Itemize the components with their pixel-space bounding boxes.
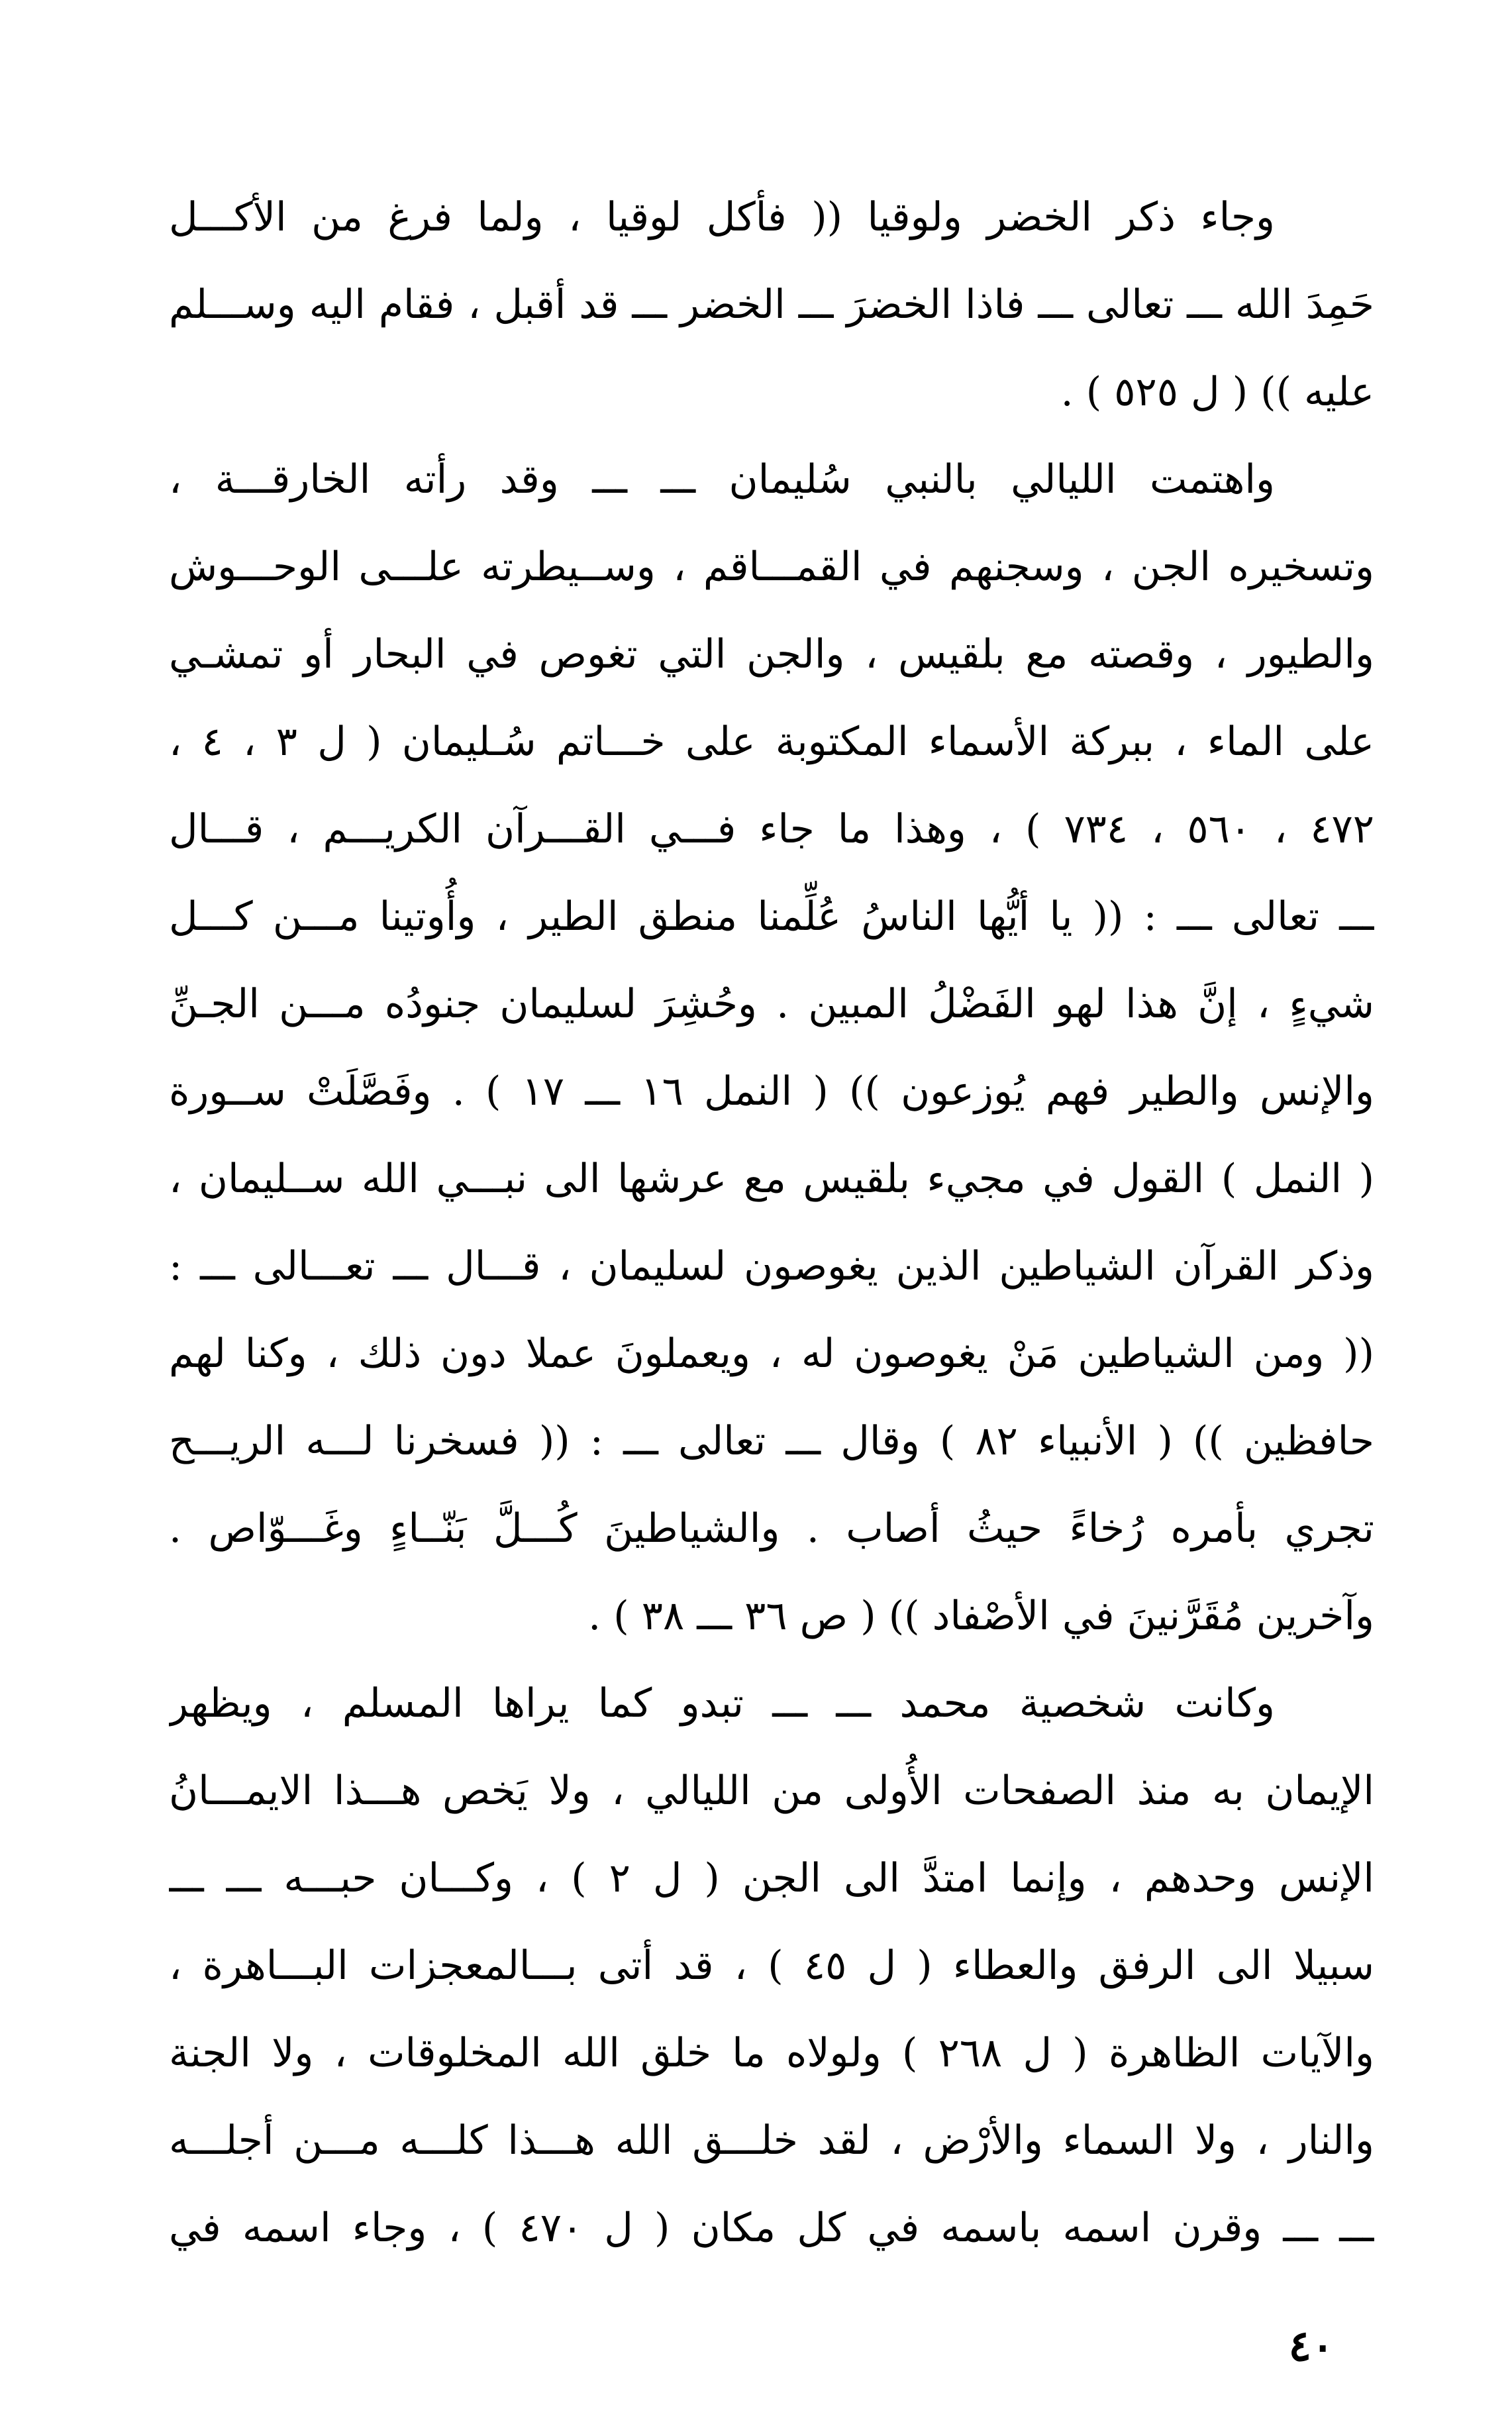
text-line: وتسخيره الجن ، وسجنهم في القمـــاقم ، وســيطرته علـــى الوحـــوش bbox=[169, 544, 1374, 590]
text-line: على الماء ، ببركة الأسماء المكتوبة على خـــاتم سُـليمان ( ل ٣ ، ٤ ، bbox=[169, 719, 1374, 765]
text-line: ( النمل ) القول في مجيء بلقيس مع عرشها الى نبـــي الله ســليمان ، bbox=[169, 1156, 1374, 1202]
text-line: حافظين )) ( الأنبياء ٨٢ ) وقال ـــ تعالى ـــ : (( فسخرنا لـــه الريـــح bbox=[169, 1418, 1374, 1464]
text-line: والنار ، ولا السماء والأرْض ، لقد خلـــق الله هـــذا كلـــه مـــن أجلـــه bbox=[169, 2117, 1374, 2164]
text-line: والإنس والطير فهم يُوزعون )) ( النمل ١٦ ـــ ١٧ ) . وفَصَّلَتْ ســورة bbox=[169, 1068, 1374, 1115]
text-line: الإنس وحدهم ، وإنما امتدَّ الى الجن ( ل ٢ ) ، وكـــان حبـــه ـــ ـــ bbox=[169, 1855, 1374, 1901]
text-line: تجري بأمره رُخاءً حيثُ أصاب . والشياطينَ كُـــلَّ بَنّــاءٍ وغَـــوّاص . bbox=[169, 1505, 1374, 1552]
text-line: ـــ ـــ وقرن اسمه باسمه في كل مكان ( ل ٤٧٠ ) ، وجاء اسمه في bbox=[169, 2205, 1374, 2251]
text-line: عليه )) ( ل ٥٢٥ ) . bbox=[1060, 369, 1374, 415]
text-line: الإيمان به منذ الصفحات الأُولى من الليالي ، ولا يَخص هـــذا الايمـــانُ bbox=[169, 1768, 1374, 1814]
text-line: وكانت شخصية محمد ـــ ـــ تبدو كما يراها المسلم ، ويظهر bbox=[169, 1680, 1275, 1727]
text-line: وذكر القرآن الشياطين الذين يغوصون لسليمان ، قـــال ـــ تعـــالى ـــ : bbox=[169, 1243, 1374, 1290]
text-line: سبيلا الى الرفق والعطاء ( ل ٤٥ ) ، قد أتى بـــالمعجزات البـــاهرة ، bbox=[169, 1943, 1374, 1989]
text-line: حَمِدَ الله ـــ تعالى ـــ فاذا الخضرَ ـــ الخضر ـــ قد أقبل ، فقام اليه وســـلم bbox=[169, 281, 1374, 328]
text-line: وآخرين مُقَرَّنينَ في الأصْفاد )) ( ص ٣٦ ـــ ٣٨ ) . bbox=[588, 1593, 1374, 1639]
text-line: وجاء ذكر الخضر ولوقيا (( فأكل لوقيا ، ولما فرغ من الأكـــل bbox=[169, 194, 1275, 240]
text-line: ـــ تعالى ـــ : (( يا أيُّها الناسُ عُلِّمنا منطق الطير ، وأُوتينا مـــن كـــل bbox=[169, 893, 1374, 940]
text-line: شيءٍ ، إنَّ هذا لهو الفَضْلُ المبين . وحُشِرَ لسليمان جنودُه مـــن الجـنِّ bbox=[169, 981, 1374, 1027]
body-text bbox=[169, 174, 1374, 2272]
text-line: واهتمت الليالي بالنبي سُليمان ـــ ـــ وقد رأته الخارقـــة ، bbox=[169, 456, 1275, 503]
page-number: ٤٠ bbox=[1288, 2321, 1335, 2371]
text-line: (( ومن الشياطين مَنْ يغوصون له ، ويعملونَ عملا دون ذلك ، وكنا لهم bbox=[169, 1331, 1374, 1377]
text-line: والطيور ، وقصته مع بلقيس ، والجن التي تغوص في البحار أو تمشـي bbox=[169, 631, 1374, 678]
text-line: ٤٧٢ ، ٥٦٠ ، ٧٣٤ ) ، وهذا ما جاء فـــي القـــرآن الكريـــم ، قـــال bbox=[169, 806, 1374, 852]
text-line: والآيات الظاهرة ( ل ٢٦٨ ) ولولاه ما خلق الله المخلوقات ، ولا الجنة bbox=[169, 2030, 1374, 2076]
